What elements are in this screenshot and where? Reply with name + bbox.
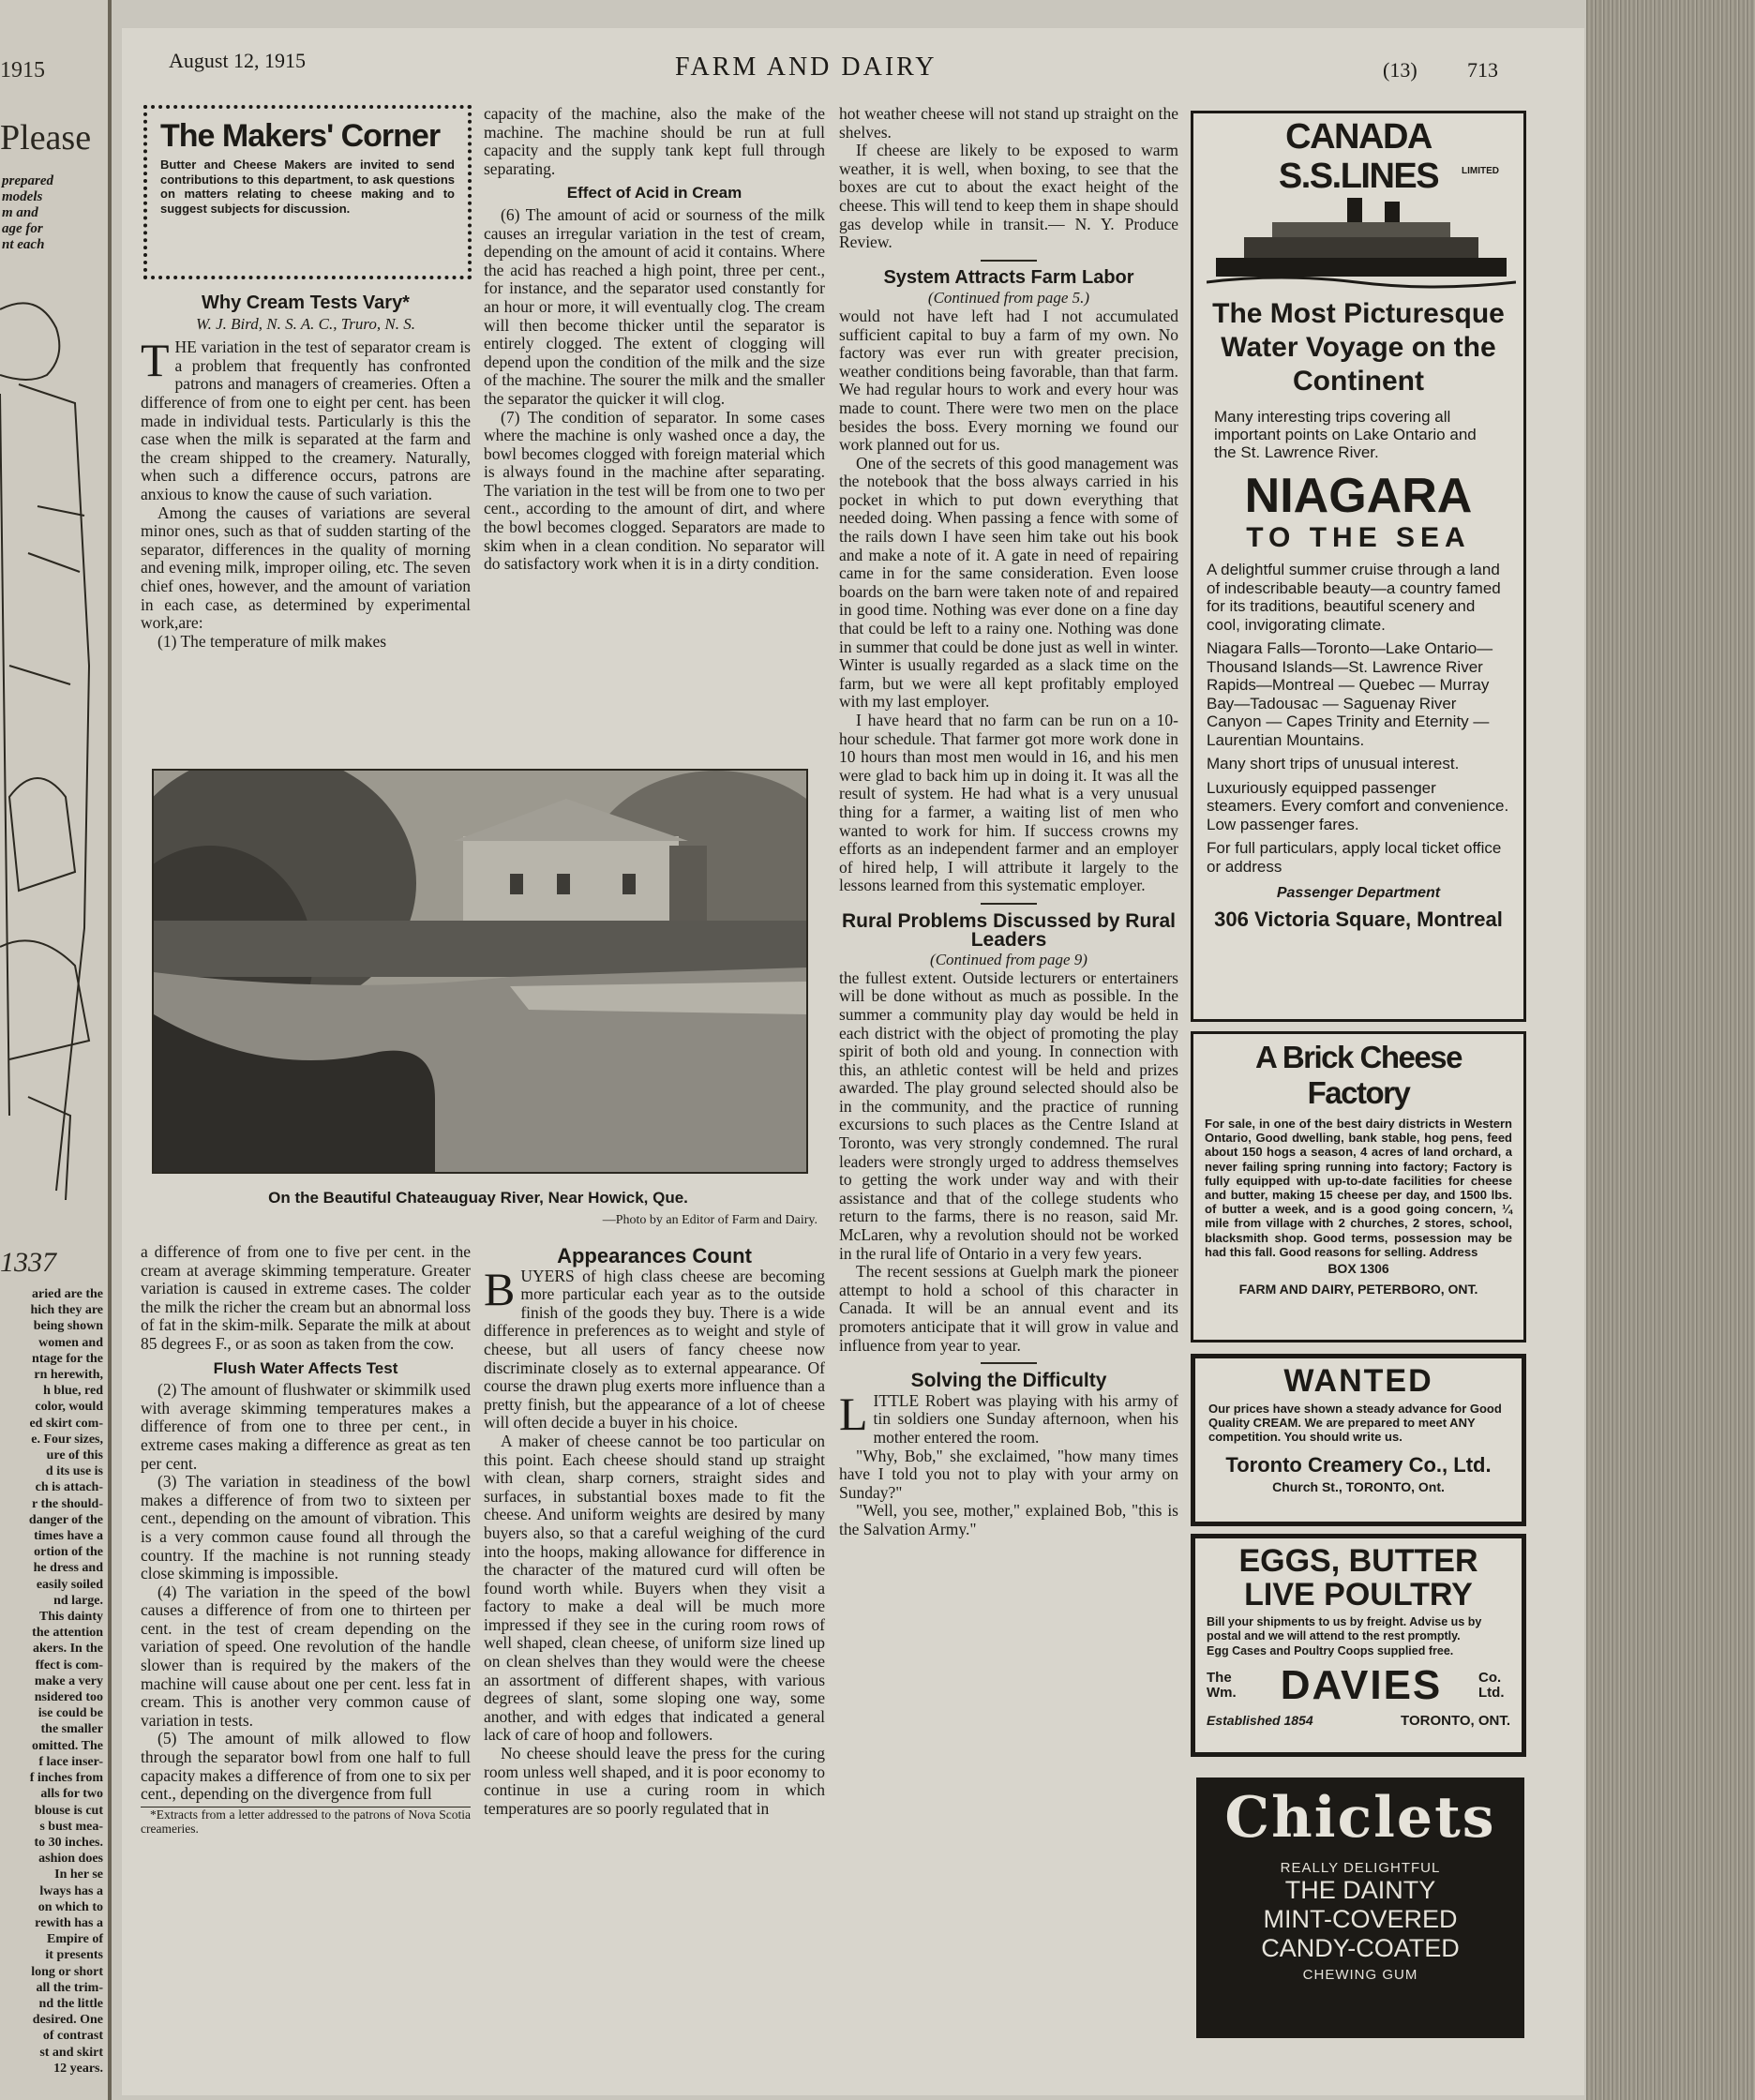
river-photograph: [152, 769, 808, 1174]
left-fragments: [0, 1286, 103, 2077]
dropcap-b: B: [484, 1262, 516, 1315]
left-fragment-line: times have a: [34, 1529, 103, 1544]
article-byline: W. J. Bird, N. S. A. C., Truro, N. S.: [196, 314, 415, 333]
paragraph: (7) The condition of separator. In some cases where the machine is only washed once a day, the bowl becomes clogged with foreign material which is always found in the machine after separating. The variation in the test will be from one to two per cent., according to the amount of dirt, and where the bowl becomes clogged. Separators are made to skim when in a clean condition. No separator will do satisfactory work when it is in a dirty condition.: [484, 407, 825, 574]
left-year: 1915: [0, 58, 45, 82]
left-fragment-line: of contrast: [42, 2029, 103, 2044]
photo-scene: [154, 771, 806, 1172]
ad-wanted-street: Church St., TORONTO, Ont.: [1272, 1479, 1445, 1494]
makers-corner-body: Butter and Cheese Makers are invited to send contributions to this department, to ask questions on matters relating to cheese making and to suggest subjects for discussion.: [160, 158, 455, 216]
ad-canada-dept: Passenger Department: [1276, 885, 1441, 901]
paragraph: A maker of cheese cannot be too particular on this point. Each cheese should stand up straight with clean, sharp corners, straight sides and surfaces, in substantial boxes made to fit the cheese. And uniform weights are desired by many buyers also, so that a careful weighing of the curd into the hoops, making allowance for difference in the character of the matured curd will often be found worth while. Buyers when they visit a factory to make a deal will be much more impressed if they see in the curing room rows of well shaped, clean cheese, of uniform size lined up on clean shelves than they would were the cheese an assortment of different shapes, with various degrees of slant, some sloping one way, some another, and with edges that indicated a general lack of care of hoop and followers.: [484, 1431, 825, 1745]
left-please: Please: [0, 118, 92, 158]
left-italic-line: m and: [2, 205, 38, 220]
column-2-upper: [484, 105, 825, 574]
left-fragment-line: s bust mea-: [39, 1819, 103, 1834]
ad-brick-address: FARM AND DAIRY, PETERBORO, ONT.: [1238, 1282, 1478, 1298]
divider: [981, 903, 1037, 905]
subheading-acid: Effect of Acid in Cream: [566, 184, 742, 202]
article-title-appearances: Appearances Count: [557, 1244, 752, 1268]
paragraph: HE variation in the test of separator cream is a problem that frequently has confronted patrons and managers of creameries. Often a difference of from one to eight per cent. has been made in individual tests. Particularly is this the case when the milk is separated at the farm and the cream shipped to the creamery. Naturally, when such a difference occurs, patrons are anxious to know the cause of such variation.: [141, 338, 471, 503]
divider: [981, 260, 1037, 262]
left-fragment-line: ashion does: [38, 1852, 103, 1867]
facing-page-strip: [0, 0, 112, 2100]
subheading-flush: Flush Water Affects Test: [213, 1358, 398, 1377]
dropcap-l: L: [839, 1387, 868, 1440]
column-1-upper: [141, 291, 471, 651]
ad-brick-body: For sale, in one of the best dairy districts in Western Ontario, Good dwelling, bank stable, hog pens, feed about 150 hogs a season, 4 acres of land orchard, a never failing spring running into factory; Factory is fully equipped with up-to-date facilities for cheese and butter, making 15 cheese per day, and 1500 lbs. of butter a week, and is a good going concern, ¼ mile from village with 2 churches, 2 stores, school, blacksmith shop. Good terms, possession may be had this fall. Good reasons for selling. Address: [1205, 1117, 1512, 1259]
left-fragment-line: e. Four sizes,: [31, 1432, 103, 1447]
left-fragment-line: Empire of: [46, 1932, 103, 1947]
left-fragment-line: rewith has a: [35, 1915, 103, 1930]
left-fragment-line: alls for two: [40, 1787, 103, 1802]
paragraph: Among the causes of variations are several minor ones, such as that of sudden starting of the separator, differences in the quality of morning and evening milk, improper oiling, etc. The seven chief ones, however, and the amount of variation in each case, as determined by experimental work,are:: [141, 502, 471, 633]
ad-canada-desc: A delightful summer cruise through a land of indescribable beauty—a country famed for its traditions, beautiful scenery and cool, invigorating climate.: [1207, 561, 1501, 634]
paragraph: ITTLE Robert was playing with his army of tin soldiers one Sunday afternoon, when his mother entered the room.: [873, 1390, 1178, 1447]
masthead: FARM AND DAIRY: [675, 52, 938, 82]
footnote: *Extracts from a letter addressed to the patrons of Nova Scotia creameries.: [141, 1807, 471, 1836]
left-fragment-line: h blue, red: [43, 1384, 103, 1399]
ad-chiclets-line-4: CANDY-COATED: [1261, 1934, 1460, 1962]
left-fragment-line: ffect is com-: [35, 1658, 103, 1672]
ad-chiclets-line-1: REALLY DELIGHTFUL: [1280, 1860, 1441, 1876]
header-date: August 12, 1915: [169, 49, 307, 72]
pattern-number: 1337: [0, 1247, 56, 1278]
makers-corner-title: The Makers' Corner: [160, 118, 441, 154]
paragraph: a difference of from one to five per cent. in the cream at average skimming temperature. Greater variation is caused in extreme cases. The colder the milk the richer the cream but an abnormal loss of fat in the skim-milk. Separate the milk at about 85 degrees F., or as soon as taken from the cow.: [141, 1242, 471, 1353]
ad-brick-title: A Brick Cheese Factory: [1255, 1040, 1462, 1110]
left-fragment-line: r the should-: [32, 1496, 103, 1511]
continued-note: (Continued from page 5.): [927, 289, 1090, 308]
ad-eggs-city: TORONTO, ONT.: [1401, 1712, 1510, 1729]
left-fragment-line: ed skirt com-: [29, 1416, 103, 1431]
ad-canada-steamship-lines: [1191, 111, 1526, 1022]
left-fragment-line: f lace inser-: [38, 1754, 103, 1769]
left-fragment-line: easily soiled: [36, 1577, 103, 1592]
paragraph: The recent sessions at Guelph mark the pioneer attempt to hold a school of this character in Canada. It will be an annual event and its promoters anticipate that it will grow in value and influence from year to year.: [839, 1262, 1178, 1355]
left-fragment-line: all the trim-: [36, 1980, 103, 1995]
ad-eggs-butter-poultry: [1191, 1534, 1526, 1757]
left-italic-line: age for: [2, 221, 43, 236]
ad-canada-short-trips: Many short trips of unusual interest.: [1207, 755, 1460, 772]
ad-eggs-body-2: Egg Cases and Poultry Coops supplied free.: [1207, 1644, 1454, 1658]
ad-chiclets-line-5: CHEWING GUM: [1302, 1967, 1418, 1983]
left-fragment-line: desired. One: [32, 2013, 103, 2028]
ad-brick-box: BOX 1306: [1328, 1261, 1389, 1277]
paragraph: UYERS of high class cheese are becoming more particular each year as to the outside finish of the goods they buy. There is a wide difference in preferences as to weight and style of cheese, but all users of fancy cheese now discriminate closely as to external appearance. Of course the drawn plug exerts more influence than a pretty finish, but the appearance of a lot of cheese will often decide a buyer in his choice.: [484, 1266, 825, 1432]
book-edge: [1586, 0, 1755, 2100]
left-fragment-line: nsidered too: [34, 1690, 103, 1705]
ad-canada-headline: The Most Picturesque Water Voyage on the Continent: [1212, 298, 1505, 397]
paragraph: the fullest extent. Outside lecturers or entertainers will be done without as much as possible. In the summer a community play day would be held in each district with the object of promoting the play spirit of both old and young. In connection with this, an athletic contest will be held and prizes awarded. The play ground selected should also be in the community, and the practice of running excursions to such places as the Centre Island at Toronto, was very strongly condemned. The rural leaders were strongly urged to address themselves to getting the work under way and with their assistance and that of the college students who return to the farms, there is no reason, said Mr. McLaren, why a revolution should not be worked in the rural life of Ontario in a very few years.: [839, 968, 1178, 1263]
ad-canada-route: Niagara Falls—Toronto—Lake Ontario—Thousand Islands—St. Lawrence River Rapids—Montreal — Quebec — Murray Bay—Tadousac — Saguenay River Canyon — Capes Trinity and Eternity — Laurentian Mountains.: [1207, 639, 1493, 749]
left-italic-line: nt each: [2, 237, 45, 252]
ad-chiclets-line-3: MINT-COVERED: [1263, 1905, 1458, 1933]
left-fragment-line: lways has a: [39, 1883, 103, 1898]
left-fragment-line: long or short: [31, 1964, 103, 1979]
article-title-cream-tests: Why Cream Tests Vary*: [202, 292, 410, 313]
left-fragment-line: ntage for the: [32, 1351, 103, 1366]
left-fragment-line: the attention: [32, 1626, 103, 1641]
paragraph: (5) The amount of milk allowed to flow through the separator bowl from one half to full capacity makes a difference of from one to six per cent., depending on the divergence from full: [141, 1729, 471, 1804]
paragraph: No cheese should leave the press for the curing room unless well shaped, and it is poor economy to continue in use a curing room in which temperatures are so poorly regulated that in: [484, 1744, 825, 1818]
paragraph: (3) The variation in steadiness of the bowl makes a difference of from two to sixteen per cent., depending on the amount of vibration. This is a very common cause found all through the country. If the machine is not running steady close skimming is impossible.: [141, 1472, 471, 1583]
paragraph: (6) The amount of acid or sourness of the milk causes an irregular variation in the test of cream, depending on the amount of acid it contains. Where the acid has reached a high point, three per cent., for instance, and the separator used constantly for an hour or more, it will eventually clog. The cream will then become thicker until the separator is entirely clogged. The extent of clogging will depend upon the condition of the milk and the size of the machine. The sourer the milk and the smaller the separator the quicker it will clog.: [484, 204, 825, 408]
steamship-icon: [1207, 190, 1516, 293]
left-fragment-line: omitted. The: [32, 1738, 103, 1753]
ad-canada-niagara: NIAGARA: [1244, 469, 1473, 523]
ad-canada-to-the-sea: TO THE SEA: [1246, 522, 1471, 553]
left-fragment-line: In her se: [54, 1868, 103, 1882]
left-fragment-line: 12 years.: [53, 2061, 103, 2076]
ad-canada-limited: LIMITED: [1462, 166, 1499, 176]
paragraph: I have heard that no farm can be run on a 10-hour schedule. That farmer got more work done in 10 hours than most men would in 16, and his men were glad to back him up in doing it. It was all the result of system. He had what is a very unusual thing for a farmer, a waiting list of men who wanted to work for him. If success crowns my efforts as an independent farmer and an employer of hired help, I will attribute it largely to the lessons learned from this systematic employer.: [839, 711, 1178, 895]
continued-note: (Continued from page 9): [930, 951, 1088, 969]
left-fragment-line: to 30 inches.: [34, 1835, 103, 1850]
ad-brick-cheese-factory: [1191, 1031, 1526, 1342]
left-fragment-line: it presents: [45, 1948, 103, 1963]
photo-credit: —Photo by an Editor of Farm and Dairy.: [602, 1213, 818, 1227]
left-fragment-line: he dress and: [33, 1561, 103, 1576]
ad-eggs-established: Established 1854: [1207, 1712, 1313, 1728]
column-3: [839, 105, 1178, 1539]
page-number-a: (13): [1383, 58, 1418, 82]
ad-eggs-the-wm: The Wm.: [1207, 1669, 1237, 1701]
left-fragment-line: make a very: [34, 1673, 103, 1688]
ad-canada-intro: Many interesting trips covering all important points on Lake Ontario and the St. Lawrence River.: [1214, 408, 1477, 461]
left-fragment-line: women and: [38, 1335, 103, 1350]
divider: [981, 1362, 1037, 1364]
photo-caption: On the Beautiful Chateauguay River, Near Howick, Que.: [268, 1189, 688, 1207]
ad-wanted-cream: [1191, 1354, 1526, 1526]
left-fragment-line: rn herewith,: [34, 1368, 103, 1383]
ad-wanted-company: Toronto Creamery Co., Ltd.: [1225, 1453, 1492, 1477]
ad-eggs-company: DAVIES: [1280, 1661, 1443, 1708]
left-fragment-line: color, would: [35, 1400, 103, 1415]
article-title-farm-labor: System Attracts Farm Labor: [883, 266, 1134, 288]
left-fragment-line: aried are the: [32, 1287, 103, 1301]
ad-canada-particulars: For full particulars, apply local ticket office or address: [1207, 839, 1502, 876]
ad-wanted-title: WANTED: [1283, 1363, 1433, 1399]
left-fragment-line: blouse is cut: [34, 1803, 103, 1818]
ad-chiclets: [1196, 1778, 1524, 2038]
left-fragment-line: ortion of the: [34, 1545, 103, 1560]
ad-eggs-title-1: EGGS, BUTTER: [1238, 1543, 1478, 1579]
left-fragment-line: d its use is: [45, 1464, 103, 1479]
left-fragment-line: nd large.: [53, 1593, 103, 1608]
paragraph: If cheese are likely to be exposed to warm weather, it is well, when boxing, to see that the boxes are cut to about the exact height of the cheese. This will tend to keep them in shape should gas develop while in transit.— N. Y. Produce Review.: [839, 141, 1178, 252]
article-title-rural-problems: Rural Problems Discussed by Rural Leaders: [842, 909, 1176, 951]
ad-chiclets-line-2: THE DAINTY: [1284, 1876, 1436, 1904]
left-fragment-line: akers. In the: [32, 1642, 103, 1657]
left-italic-line: models: [2, 189, 43, 204]
ad-canada-brand: CANADA S.S.LINES: [1278, 117, 1439, 196]
ad-canada-address: 306 Victoria Square, Montreal: [1214, 908, 1503, 931]
paragraph: capacity of the machine, also the make of the machine. The machine should be run at full capacity and the supply tank kept full through separating.: [484, 104, 825, 178]
column-2-lower: [484, 1243, 825, 1818]
paragraph: (4) The variation in the speed of the bowl causes a difference of from one to thirteen per cent. in the test of cream depending on the variation of speed. One revolution of the handle slower than is required by the makers of the machine will cause about one per cent. less fat in cream. This is another very common cause of variation in tests.: [141, 1582, 471, 1730]
ad-eggs-co-ltd: Co. Ltd.: [1478, 1669, 1505, 1701]
ad-eggs-title-2: LIVE POULTRY: [1244, 1577, 1473, 1612]
left-fragment-line: ise could be: [38, 1706, 103, 1721]
ad-chiclets-brand: Chiclets: [1224, 1785, 1496, 1851]
left-fragment-line: ch is attach-: [35, 1480, 103, 1495]
left-italic-line: prepared: [2, 173, 53, 188]
ad-wanted-body: Our prices have shown a steady advance for Good Quality CREAM. We are prepared to meet ANY competition. You should write us.: [1208, 1402, 1502, 1444]
paragraph: "Why, Bob," she exclaimed, "how many times have I told you not to play with your army on Sunday?": [839, 1446, 1178, 1502]
paragraph: (2) The amount of flushwater or skimmilk used with average skimming temperatures makes a difference of from one to three per cent., in extreme cases making a difference as great as ten per cent.: [141, 1380, 471, 1473]
paragraph: would not have left had I not accumulated sufficient capital to buy a farm of my own. No factory was ever run with greater precision, weather conditions being favorable, than that farm. We had regular hours to work and every hour was made to count. There were two men on the place besides the boss. Every morning we found our work planned out for us.: [839, 306, 1178, 455]
paragraph: "Well, you see, mother," explained Bob, "this is the Salvation Army.": [839, 1501, 1178, 1538]
ad-canada-luxury: Luxuriously equipped passenger steamers. Every comfort and convenience. Low passenger fares.: [1207, 778, 1509, 833]
dropcap-t: T: [141, 334, 170, 387]
paragraph: One of the secrets of this good management was the notebook that the boss always carried in his pocket in which to put down everything that needed doing. When passing a fence with some of the rails down I have seen him take out his book and make a note of it. A gate in need of repairing came in for the same consideration. Even loose boards on the barn were taken note of and repaired in good time. Nothing was ever done on a fine day that could be left to a rainy one. Nothing was done in summer that could be done just as well in winter. Winter is usually regarded as a slack time on the farm, but we were all kept profitably employed with my last employer.: [839, 453, 1178, 712]
left-fragment-line: st and skirt: [39, 2045, 103, 2060]
left-fragment-line: ure of this: [46, 1448, 103, 1463]
left-fragment-line: being shown: [33, 1319, 103, 1334]
article-title-solving: Solving the Difficulty: [910, 1370, 1107, 1392]
left-fragment-line: danger of the: [28, 1512, 103, 1527]
left-fragment-line: hich they are: [30, 1303, 103, 1318]
left-fragment-line: f inches from: [29, 1771, 103, 1786]
fashion-sketch-illustration: [0, 272, 103, 1209]
left-fragment-line: nd the little: [38, 1996, 103, 2011]
left-fragment-line: the smaller: [40, 1722, 103, 1737]
page-number-b: 713: [1467, 58, 1498, 82]
left-italic-block: [2, 173, 96, 253]
left-fragment-line: on which to: [38, 1899, 103, 1914]
makers-corner-box: [143, 105, 472, 279]
left-fragment-line: This dainty: [38, 1610, 103, 1625]
column-1-lower: [141, 1243, 471, 1836]
paragraph: (1) The temperature of milk makes: [158, 631, 387, 651]
ad-eggs-body: Bill your shipments to us by freight. Advise us by postal and we will attend to the rest promptly.: [1207, 1615, 1482, 1642]
paragraph: hot weather cheese will not stand up straight on the shelves.: [839, 104, 1178, 142]
